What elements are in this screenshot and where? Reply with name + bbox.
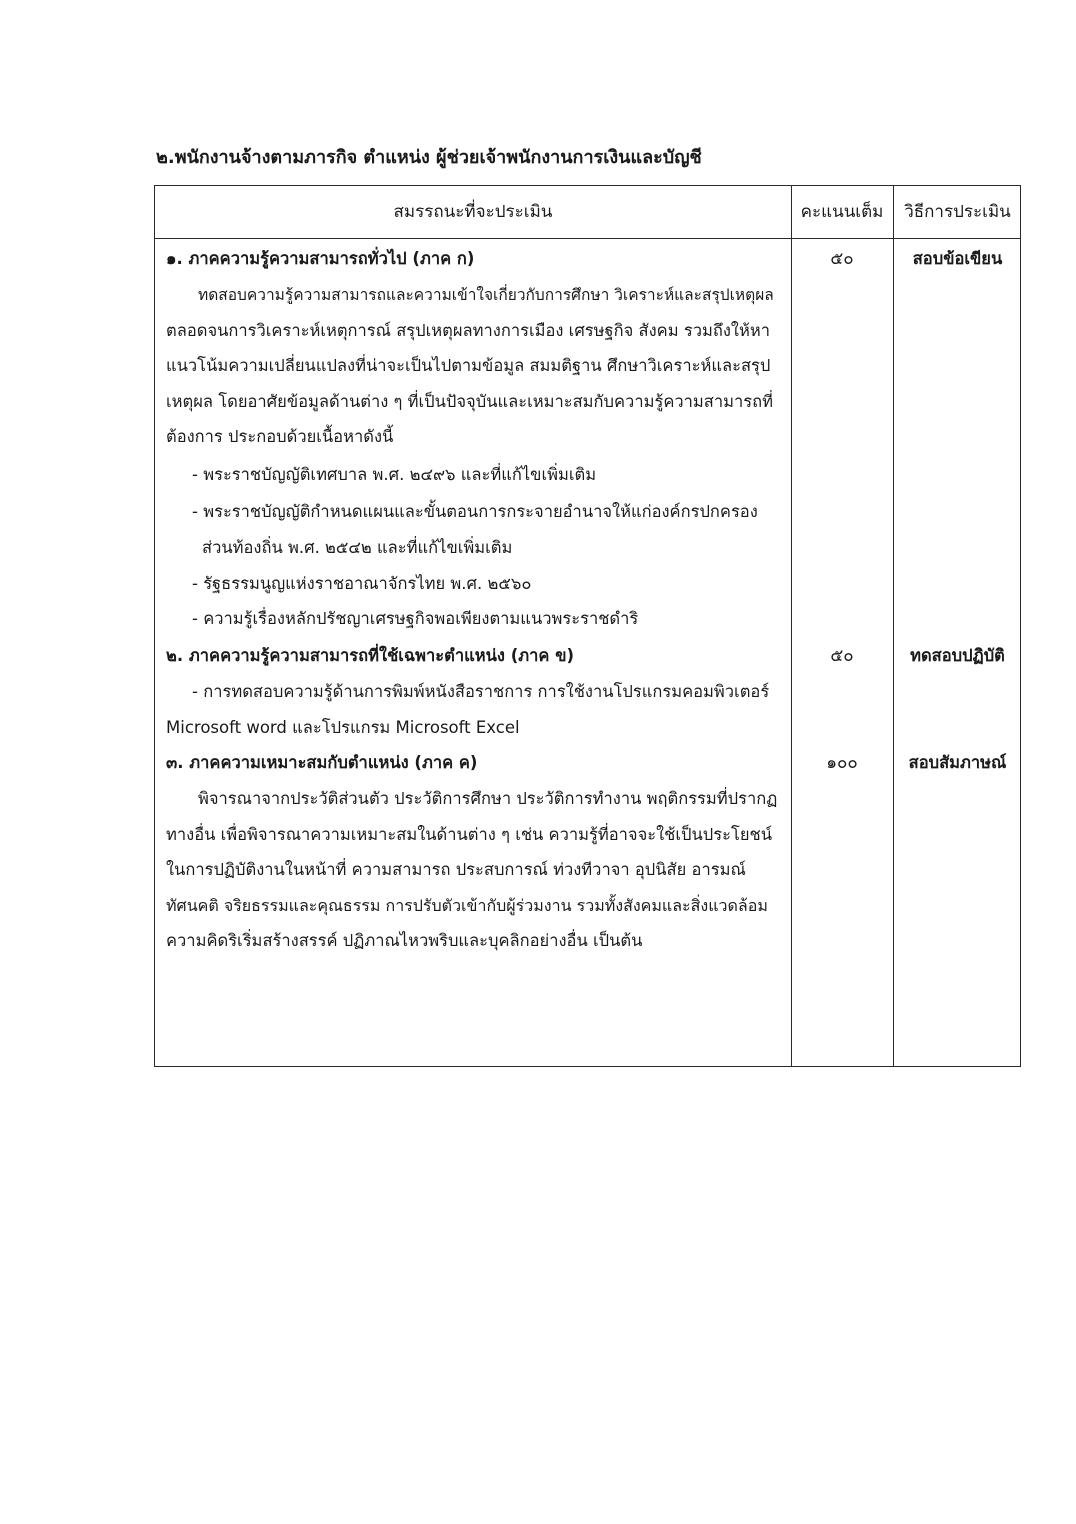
section-3-body-line: ในการปฏิบัติงานในหน้าที่ ความสามารถ ประสบการณ์ ท่วงทีวาจา อุปนิสัย อารมณ์ (166, 860, 746, 879)
section-3-body-line: ความคิดริเริ่มสร้างสรรค์ ปฏิภาณไหวพริบและบุคลิกอย่างอื่น เป็นต้น (166, 931, 643, 950)
section-2-method: ทดสอบปฏิบัติ (910, 646, 1005, 665)
header-competency: สมรรถนะที่จะประเมิน (393, 202, 553, 222)
section-1-bullet: - พระราชบัญญัติเทศบาล พ.ศ. ๒๔๙๖ และที่แก้ไขเพิ่มเติม (192, 465, 597, 484)
section-2-body-line: Microsoft word และโปรแกรม Microsoft Excel (166, 718, 520, 737)
evaluation-table (154, 185, 1021, 1067)
section-1-bullet: ส่วนท้องถิ่น พ.ศ. ๒๕๔๒ และที่แก้ไขเพิ่มเติม (202, 538, 513, 557)
header-method: วิธีการประเมิน (904, 202, 1011, 222)
column-divider (791, 186, 792, 1066)
section-3-method: สอบสัมภาษณ์ (908, 753, 1007, 772)
column-divider (893, 186, 894, 1066)
section-1-title: ๑. ภาคความรู้ความสามารถทั่วไป (ภาค ก) (166, 249, 475, 268)
section-3-body-line: พิจารณาจากประวัติส่วนตัว ประวัติการศึกษา ประวัติการทำงาน พฤติกรรมที่ปรากฏ (198, 789, 778, 808)
section-1-body-line: ทดสอบความรู้ความสามารถและความเข้าใจเกี่ยวกับการศึกษา วิเคราะห์และสรุปเหตุผล (198, 286, 774, 304)
section-1-bullet: - รัฐธรรมนูญแห่งราชอาณาจักรไทย พ.ศ. ๒๕๖๐ (192, 574, 532, 593)
section-3-title: ๓. ภาคความเหมาะสมกับตำแหน่ง (ภาค ค) (166, 753, 478, 772)
section-3-body-line: ทัศนคติ จริยธรรมและคุณธรรม การปรับตัวเข้ากับผู้ร่วมงาน รวมทั้งสังคมและสิ่งแวดล้อม (166, 896, 768, 915)
section-1-body-line: ตลอดจนการวิเคราะห์เหตุการณ์ สรุปเหตุผลทางการเมือง เศรษฐกิจ สังคม รวมถึงให้หา (166, 321, 770, 340)
section-2-title: ๒. ภาคความรู้ความสามารถที่ใช้เฉพาะตำแหน่ง (ภาค ข) (166, 646, 575, 665)
section-1-score: ๕๐ (830, 249, 854, 269)
section-1-body-line: แนวโน้มความเปลี่ยนแปลงที่น่าจะเป็นไปตามข้อมูล สมมติฐาน ศึกษาวิเคราะห์และสรุป (166, 356, 771, 375)
section-1-bullet: - ความรู้เรื่องหลักปรัชญาเศรษฐกิจพอเพียงตามแนวพระราชดำริ (192, 609, 639, 628)
section-1-body-line: เหตุผล โดยอาศัยข้อมูลด้านต่าง ๆ ที่เป็นปัจจุบันและเหมาะสมกับความรู้ความสามารถที่ (166, 392, 773, 411)
section-2-body-line: - การทดสอบความรู้ด้านการพิมพ์หนังสือราชการ การใช้งานโปรแกรมคอมพิวเตอร์ (192, 682, 770, 701)
page-heading: ๒.พนักงานจ้างตามภารกิจ ตำแหน่ง ผู้ช่วยเจ้าพนักงานการเงินและบัญชี (156, 147, 702, 168)
section-3-score: ๑๐๐ (826, 753, 858, 773)
section-2-score: ๕๐ (830, 646, 854, 666)
header-divider (155, 238, 1020, 239)
section-1-method: สอบข้อเขียน (912, 249, 1003, 268)
section-3-body-line: ทางอื่น เพื่อพิจารณาความเหมาะสมในด้านต่าง ๆ เช่น ความรู้ที่อาจจะใช้เป็นประโยชน์ (166, 825, 772, 844)
section-1-bullet: - พระราชบัญญัติกำหนดแผนและขั้นตอนการกระจายอำนาจให้แก่องค์กรปกครอง (192, 502, 758, 521)
section-1-body-line: ต้องการ ประกอบด้วยเนื้อหาดังนี้ (166, 427, 394, 446)
header-full-score: คะแนนเต็ม (800, 202, 884, 222)
